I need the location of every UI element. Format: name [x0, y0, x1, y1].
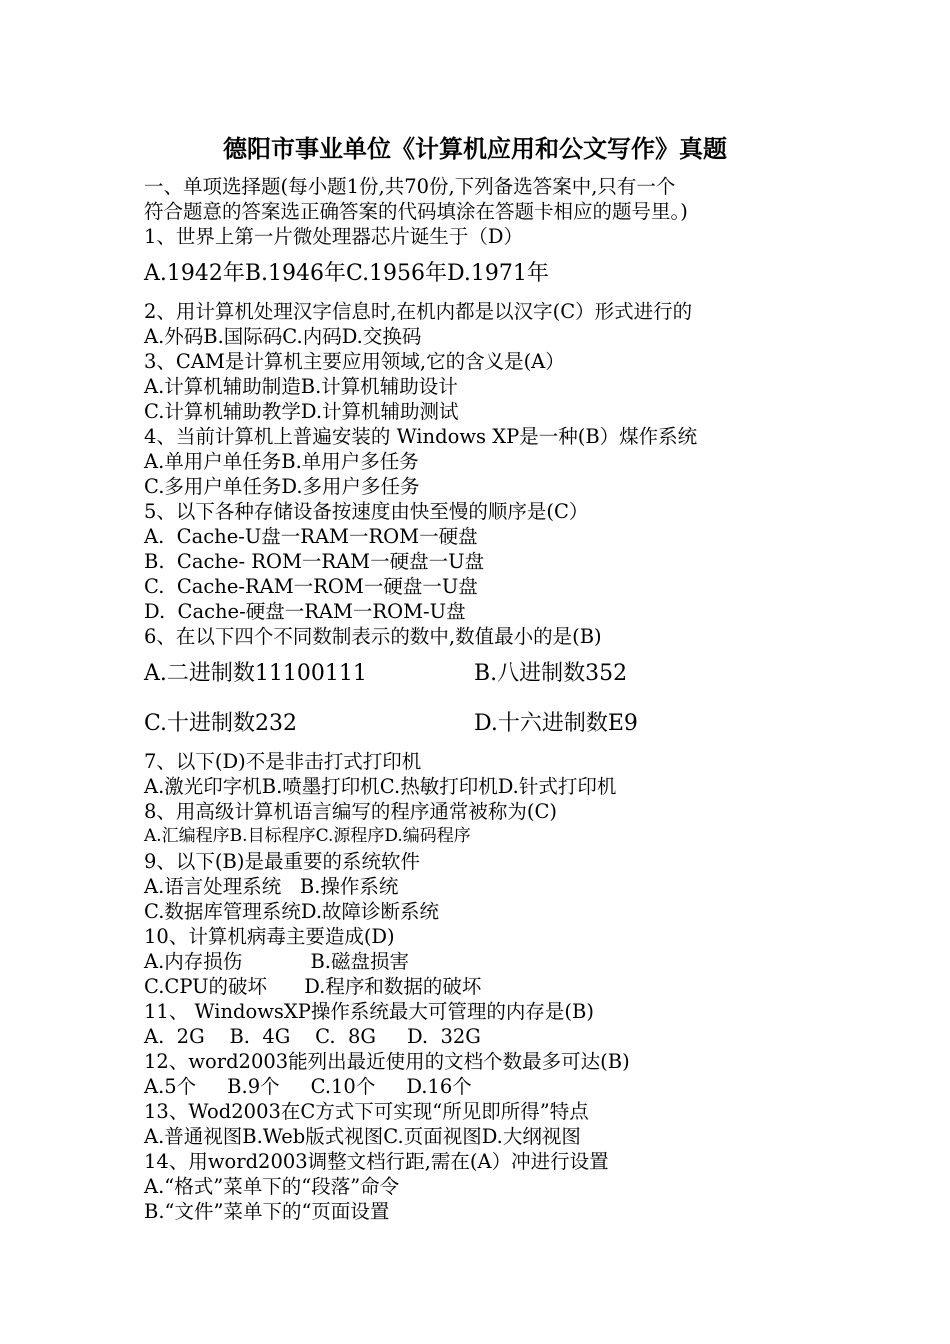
question-13: 13、Wod2003在C方式下可实现“所见即所得”特点 — [144, 1100, 589, 1123]
intro-line-2: 符合题意的答案选正确答案的代码填涂在答题卡相应的题号里。) — [144, 200, 688, 223]
question-12: 12、word2003能列出最近使用的文档个数最多可达(B) — [144, 1050, 630, 1073]
question-9: 9、以下(B)是最重要的系统软件 — [144, 850, 420, 873]
question-2: 2、用计算机处理汉字信息时,在机内都是以汉字(C）形式进行的 — [144, 300, 693, 323]
question-10-options-1: A.内存损伤 B.磁盘损害 — [144, 950, 409, 973]
question-2-options: A.外码B.国际码C.内码D.交换码 — [144, 325, 422, 348]
intro-line-1: 一、单项选择题(每小题1份,共70份,下列备选答案中,只有一个 — [144, 175, 676, 198]
question-1: 1、世界上第一片微处理器芯片诞生于（D） — [144, 225, 524, 248]
question-8: 8、用高级计算机语言编写的程序通常被称为(C) — [144, 800, 558, 823]
question-6-option-b: B.八进制数352 — [474, 661, 628, 686]
question-5-option-b: B. Cache- ROM一RAM一硬盘一U盘 — [144, 550, 485, 573]
question-6-option-c: C.十进制数232 — [144, 711, 298, 736]
question-3-options-2: C.计算机辅助教学D.计算机辅助测试 — [144, 400, 459, 423]
question-11: 11、 WindowsXP操作系统最大可管理的内存是(B) — [144, 1000, 594, 1023]
question-7-options: A.激光印字机B.喷墨打印机C.热敏打印机D.针式打印机 — [144, 775, 617, 798]
question-11-options: A. 2G B. 4G C. 8G D. 32G — [144, 1025, 481, 1048]
question-13-options: A.普通视图B.Web版式视图C.页面视图D.大纲视图 — [144, 1125, 581, 1148]
question-list — [144, 174, 824, 1224]
question-9-options-2: C.数据库管理系统D.故障诊断系统 — [144, 900, 440, 923]
question-7: 7、以下(D)不是非击打式打印机 — [144, 750, 422, 773]
question-3: 3、CAM是计算机主要应用领域,它的含义是(A） — [144, 350, 565, 373]
question-10: 10、计算机病毒主要造成(D) — [144, 925, 395, 948]
question-1-options: A.1942年B.1946年C.1956年D.1971年 — [144, 261, 549, 286]
question-5-option-c: C. Cache-RAM一ROM一硬盘一U盘 — [144, 575, 478, 598]
document-title: 德阳市事业单位《计算机应用和公文写作》真题 — [223, 135, 727, 163]
question-5: 5、以下各种存储设备按速度由快至慢的顺序是(C） — [144, 500, 589, 523]
question-9-options-1: A.语言处理系统 B.操作系统 — [144, 875, 399, 898]
question-5-option-d: D. Cache-硬盘一RAM一ROM-U盘 — [144, 600, 466, 623]
question-6-option-a: A.二进制数11100111 — [144, 661, 367, 686]
question-4-options-2: C.多用户单任务D.多用户多任务 — [144, 475, 420, 498]
question-6-option-d: D.十六进制数E9 — [474, 711, 638, 736]
question-4-options-1: A.单用户单任务B.单用户多任务 — [144, 450, 419, 473]
question-5-option-a: A. Cache-U盘一RAM一ROM一硬盘 — [144, 525, 478, 548]
question-14-option-b: B.“文件”菜单下的“页面设置 — [144, 1200, 390, 1223]
question-12-options: A.5个 B.9个 C.10个 D.16个 — [144, 1075, 472, 1098]
question-14-option-a: A.“格式”菜单下的“段落”命令 — [144, 1175, 400, 1198]
question-6: 6、在以下四个不同数制表示的数中,数值最小的是(B) — [144, 625, 602, 648]
question-8-options: A.汇编程序B.目标程序C.源程序D.编码程序 — [144, 826, 471, 846]
question-4: 4、当前计算机上普遍安装的 Windows XP是一种(B）煤作系统 — [144, 425, 698, 448]
question-3-options-1: A.计算机辅助制造B.计算机辅助设计 — [144, 375, 458, 398]
question-10-options-2: C.CPU的破坏 D.程序和数据的破坏 — [144, 975, 482, 998]
question-14: 14、用word2003调整文档行距,需在(A）冲进行设置 — [144, 1150, 609, 1173]
question-6-options-row-2 — [144, 699, 824, 749]
question-6-options-row-1 — [144, 649, 824, 699]
